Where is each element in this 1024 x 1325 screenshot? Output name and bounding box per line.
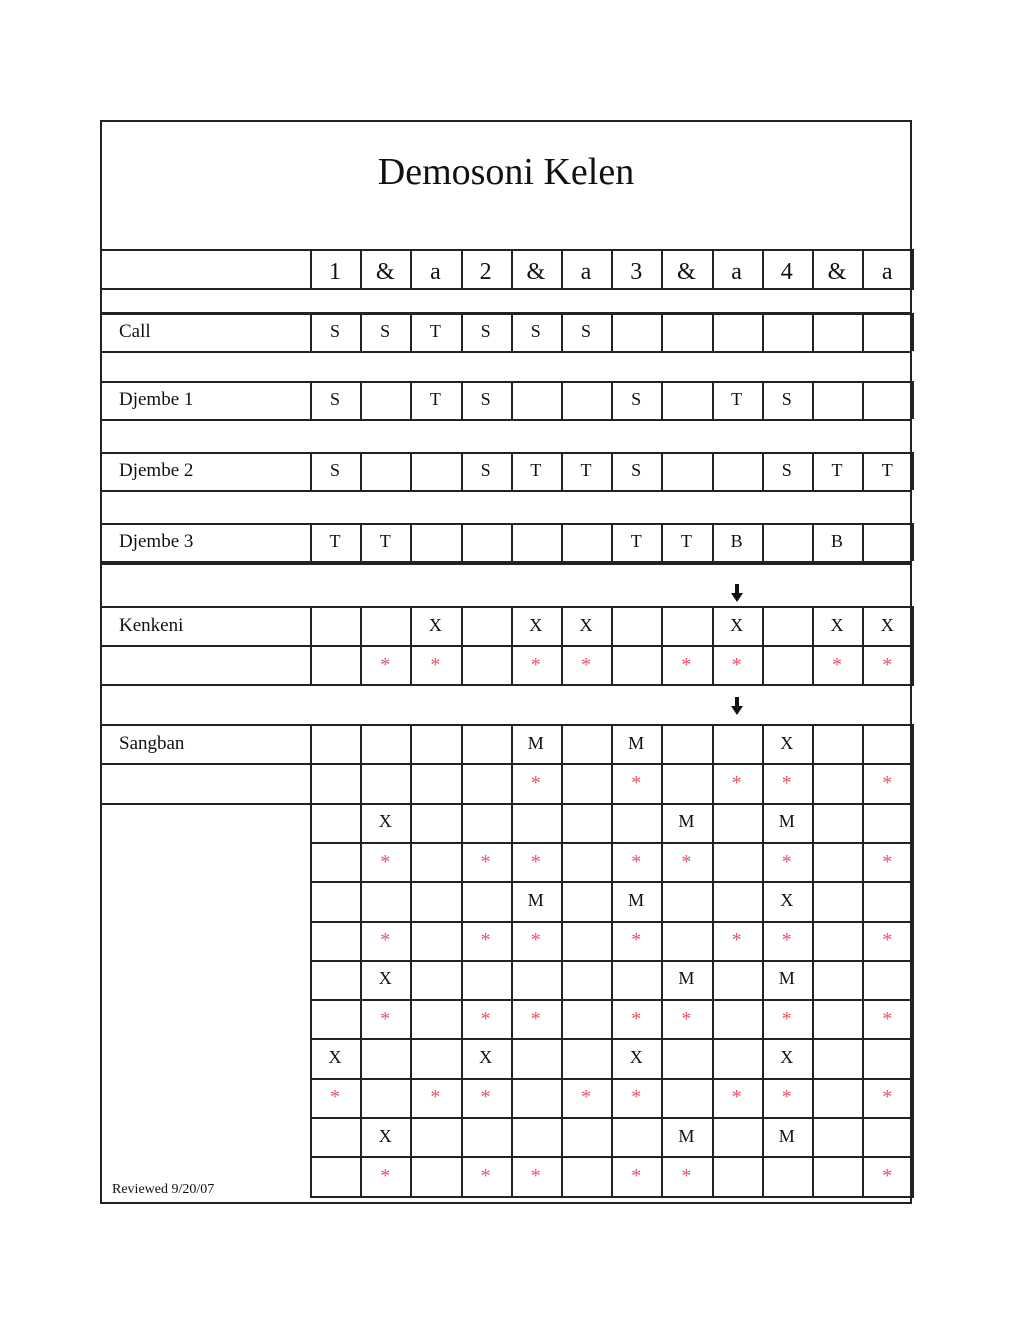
bell-marker: * bbox=[631, 850, 642, 873]
grid-line bbox=[310, 803, 312, 883]
grid-line bbox=[611, 606, 613, 686]
grid-line bbox=[812, 724, 814, 805]
stroke-cell: X bbox=[378, 968, 392, 989]
stroke-cell: S bbox=[329, 389, 340, 409]
stroke-cell: S bbox=[480, 321, 491, 341]
stroke-cell: S bbox=[631, 389, 642, 409]
bell-marker: * bbox=[380, 653, 391, 676]
stroke-cell: M bbox=[527, 732, 544, 753]
grid-line bbox=[912, 803, 914, 883]
stroke-cell: M bbox=[678, 811, 695, 832]
grid-line bbox=[912, 381, 914, 419]
bell-marker: * bbox=[380, 1007, 391, 1030]
stroke-cell: S bbox=[781, 389, 792, 409]
stroke-cell: M bbox=[778, 968, 795, 989]
grid-line bbox=[661, 881, 663, 962]
bell-marker: * bbox=[781, 850, 792, 873]
grid-line bbox=[912, 523, 914, 561]
page-title: Demosoni Kelen bbox=[377, 151, 635, 193]
bell-marker: * bbox=[681, 1007, 692, 1030]
stroke-cell: X bbox=[730, 614, 744, 635]
bell-marker: * bbox=[530, 850, 541, 873]
bell-marker: * bbox=[731, 929, 742, 952]
stroke-cell: S bbox=[329, 321, 340, 341]
grid-line bbox=[100, 684, 912, 686]
bell-marker: * bbox=[530, 1007, 541, 1030]
part-label: Call bbox=[119, 321, 151, 342]
grid-line bbox=[410, 452, 412, 490]
bell-marker: * bbox=[430, 653, 441, 676]
stroke-cell: X bbox=[830, 614, 844, 635]
stroke-cell: M bbox=[527, 889, 544, 910]
grid-line bbox=[712, 452, 714, 490]
grid-line bbox=[661, 452, 663, 490]
bell-marker: * bbox=[480, 929, 491, 952]
grid-line bbox=[410, 523, 412, 561]
bell-marker: * bbox=[480, 1007, 491, 1030]
beat-header: & bbox=[526, 259, 546, 285]
stroke-cell: B bbox=[830, 531, 843, 551]
bell-marker: * bbox=[781, 1086, 792, 1109]
beat-header: a bbox=[580, 259, 592, 285]
grid-line bbox=[461, 606, 463, 686]
stroke-cell: T bbox=[580, 460, 592, 480]
stroke-cell: B bbox=[730, 531, 743, 551]
stroke-cell: M bbox=[778, 811, 795, 832]
bell-marker: * bbox=[430, 1086, 441, 1109]
grid-line bbox=[100, 249, 912, 251]
grid-line bbox=[310, 960, 312, 1040]
grid-line bbox=[912, 313, 914, 351]
stroke-cell: S bbox=[480, 389, 491, 409]
grid-line bbox=[862, 381, 864, 419]
grid-line bbox=[561, 724, 563, 805]
stroke-cell: T bbox=[530, 460, 542, 480]
grid-line bbox=[712, 1117, 714, 1198]
grid-line bbox=[611, 313, 613, 351]
grid-line bbox=[100, 606, 912, 608]
beat-header: 2 bbox=[479, 259, 492, 285]
beat-header: a bbox=[881, 259, 893, 285]
bell-marker: * bbox=[631, 771, 642, 794]
stroke-cell: M bbox=[678, 1125, 695, 1146]
bell-marker: * bbox=[681, 850, 692, 873]
grid-line bbox=[100, 288, 912, 290]
stroke-cell: X bbox=[780, 732, 794, 753]
bell-marker: * bbox=[530, 771, 541, 794]
grid-line bbox=[912, 881, 914, 962]
stroke-cell: X bbox=[529, 614, 543, 635]
grid-line bbox=[561, 1117, 563, 1198]
beat-header: a bbox=[731, 259, 742, 285]
grid-line bbox=[812, 803, 814, 883]
grid-line bbox=[310, 724, 312, 805]
grid-line bbox=[100, 490, 912, 492]
stroke-cell: T bbox=[881, 460, 893, 480]
beat-header: a bbox=[430, 259, 441, 285]
stroke-cell: S bbox=[631, 460, 642, 480]
stroke-cell: X bbox=[378, 1125, 392, 1146]
bell-marker: * bbox=[832, 653, 842, 676]
grid-line bbox=[310, 881, 312, 962]
grid-line bbox=[511, 1038, 513, 1119]
bell-marker: * bbox=[882, 929, 893, 952]
stroke-cell: S bbox=[480, 460, 491, 480]
grid-line bbox=[561, 523, 563, 561]
beat-header: & bbox=[827, 259, 847, 285]
part-label: Djembe 3 bbox=[119, 531, 194, 552]
grid-line bbox=[862, 523, 864, 561]
stroke-cell: X bbox=[378, 811, 392, 832]
grid-line bbox=[712, 313, 714, 351]
grid-line bbox=[310, 606, 312, 686]
bell-marker: * bbox=[882, 771, 893, 794]
part-label: Kenkeni bbox=[119, 614, 184, 636]
stroke-cell: X bbox=[428, 614, 442, 635]
grid-line bbox=[100, 452, 912, 454]
bell-marker: * bbox=[631, 929, 642, 952]
grid-line bbox=[661, 1038, 663, 1119]
grid-line bbox=[100, 724, 912, 726]
beat-header: 3 bbox=[630, 259, 643, 285]
grid-line bbox=[100, 351, 912, 353]
bell-marker: * bbox=[480, 1164, 491, 1187]
bell-marker: * bbox=[882, 850, 893, 873]
grid-line bbox=[712, 960, 714, 1040]
bell-marker: * bbox=[731, 1086, 742, 1109]
stroke-cell: S bbox=[781, 460, 792, 480]
grid-line bbox=[100, 763, 912, 765]
beat-header: 4 bbox=[780, 259, 793, 285]
part-label: Djembe 1 bbox=[119, 389, 194, 410]
grid-line bbox=[100, 803, 912, 805]
grid-line bbox=[912, 1117, 914, 1198]
arrow-down-icon bbox=[731, 697, 743, 715]
bell-marker: * bbox=[882, 653, 893, 676]
grid-line bbox=[762, 313, 764, 351]
stroke-cell: M bbox=[678, 968, 695, 989]
grid-line bbox=[661, 381, 663, 419]
grid-line bbox=[410, 1117, 412, 1198]
beat-header: & bbox=[677, 259, 696, 285]
bell-marker: * bbox=[480, 1086, 491, 1109]
stroke-cell: X bbox=[880, 614, 894, 635]
bell-marker: * bbox=[882, 1086, 893, 1109]
stroke-cell: S bbox=[380, 321, 391, 341]
bell-marker: * bbox=[380, 850, 391, 873]
grid-line bbox=[360, 381, 362, 419]
grid-line bbox=[912, 249, 914, 290]
stroke-cell: T bbox=[429, 389, 441, 409]
part-label: Sangban bbox=[119, 732, 185, 754]
grid-line bbox=[812, 381, 814, 419]
bell-marker: * bbox=[781, 929, 792, 952]
stroke-cell: T bbox=[630, 531, 642, 551]
stroke-cell: T bbox=[680, 531, 692, 551]
grid-line bbox=[100, 381, 912, 383]
grid-line bbox=[912, 724, 914, 805]
stroke-cell: T bbox=[831, 460, 843, 480]
grid-line bbox=[511, 381, 513, 419]
grid-line bbox=[410, 960, 412, 1040]
bell-marker: * bbox=[581, 653, 591, 676]
grid-line bbox=[912, 960, 914, 1040]
bell-marker: * bbox=[731, 771, 742, 794]
grid-line bbox=[561, 960, 563, 1040]
grid-line bbox=[661, 724, 663, 805]
bell-marker: * bbox=[581, 1086, 591, 1109]
grid-line bbox=[511, 523, 513, 561]
bell-marker: * bbox=[480, 850, 491, 873]
grid-line bbox=[310, 1117, 312, 1198]
beat-header: & bbox=[375, 259, 395, 285]
grid-line bbox=[461, 724, 463, 805]
bell-marker: * bbox=[882, 1164, 893, 1187]
stroke-cell: T bbox=[379, 531, 391, 551]
grid-line bbox=[100, 419, 912, 421]
bell-marker: * bbox=[530, 1164, 541, 1187]
beat-header: 1 bbox=[329, 259, 341, 285]
stroke-cell: X bbox=[780, 1047, 794, 1068]
part-label: Djembe 2 bbox=[119, 460, 194, 481]
grid-line bbox=[762, 523, 764, 561]
grid-line bbox=[812, 960, 814, 1040]
arrow-down-icon bbox=[731, 584, 743, 602]
grid-line bbox=[762, 606, 764, 686]
review-date: Reviewed 9/20/07 bbox=[112, 1182, 215, 1197]
grid-line bbox=[812, 313, 814, 351]
stroke-cell: X bbox=[479, 1047, 493, 1068]
bell-marker: * bbox=[530, 929, 541, 952]
stroke-cell: X bbox=[629, 1047, 643, 1068]
grid-line bbox=[100, 563, 912, 565]
bell-marker: * bbox=[330, 1086, 340, 1109]
bell-marker: * bbox=[631, 1007, 642, 1030]
stroke-cell: T bbox=[731, 389, 743, 409]
grid-line bbox=[360, 452, 362, 490]
bell-marker: * bbox=[681, 1164, 692, 1187]
grid-line bbox=[561, 803, 563, 883]
stroke-cell: M bbox=[778, 1125, 795, 1146]
stroke-cell: M bbox=[628, 732, 645, 753]
grid-line bbox=[862, 313, 864, 351]
grid-line bbox=[461, 523, 463, 561]
grid-line bbox=[661, 313, 663, 351]
grid-line bbox=[360, 1038, 362, 1119]
grid-line bbox=[410, 803, 412, 883]
stroke-cell: X bbox=[780, 889, 794, 910]
grid-line bbox=[561, 881, 563, 962]
stroke-cell: M bbox=[628, 889, 645, 910]
stroke-cell: X bbox=[328, 1047, 342, 1068]
grid-line bbox=[912, 1038, 914, 1119]
grid-line bbox=[812, 1117, 814, 1198]
bell-marker: * bbox=[631, 1164, 642, 1187]
bell-marker: * bbox=[530, 653, 541, 676]
stroke-cell: T bbox=[329, 531, 341, 551]
bell-marker: * bbox=[781, 771, 792, 794]
grid-line bbox=[561, 381, 563, 419]
grid-line bbox=[812, 881, 814, 962]
bell-marker: * bbox=[380, 1164, 391, 1187]
stroke-cell: S bbox=[530, 321, 541, 341]
bell-marker: * bbox=[380, 929, 391, 952]
bell-marker: * bbox=[731, 653, 742, 676]
stroke-cell: X bbox=[579, 614, 593, 635]
bell-marker: * bbox=[882, 1007, 893, 1030]
grid-line bbox=[712, 803, 714, 883]
grid-line bbox=[360, 724, 362, 805]
stroke-cell: S bbox=[580, 321, 591, 341]
grid-line bbox=[410, 724, 412, 805]
grid-line bbox=[912, 452, 914, 490]
bell-marker: * bbox=[631, 1086, 642, 1109]
grid-line bbox=[100, 523, 912, 525]
grid-line bbox=[812, 1038, 814, 1119]
grid-line bbox=[912, 606, 914, 686]
stroke-cell: T bbox=[429, 321, 441, 341]
stroke-cell: S bbox=[329, 460, 340, 480]
grid-line bbox=[100, 313, 912, 315]
bell-marker: * bbox=[681, 653, 692, 676]
grid-line bbox=[100, 645, 912, 647]
bell-marker: * bbox=[781, 1007, 792, 1030]
grid-line bbox=[410, 881, 412, 962]
